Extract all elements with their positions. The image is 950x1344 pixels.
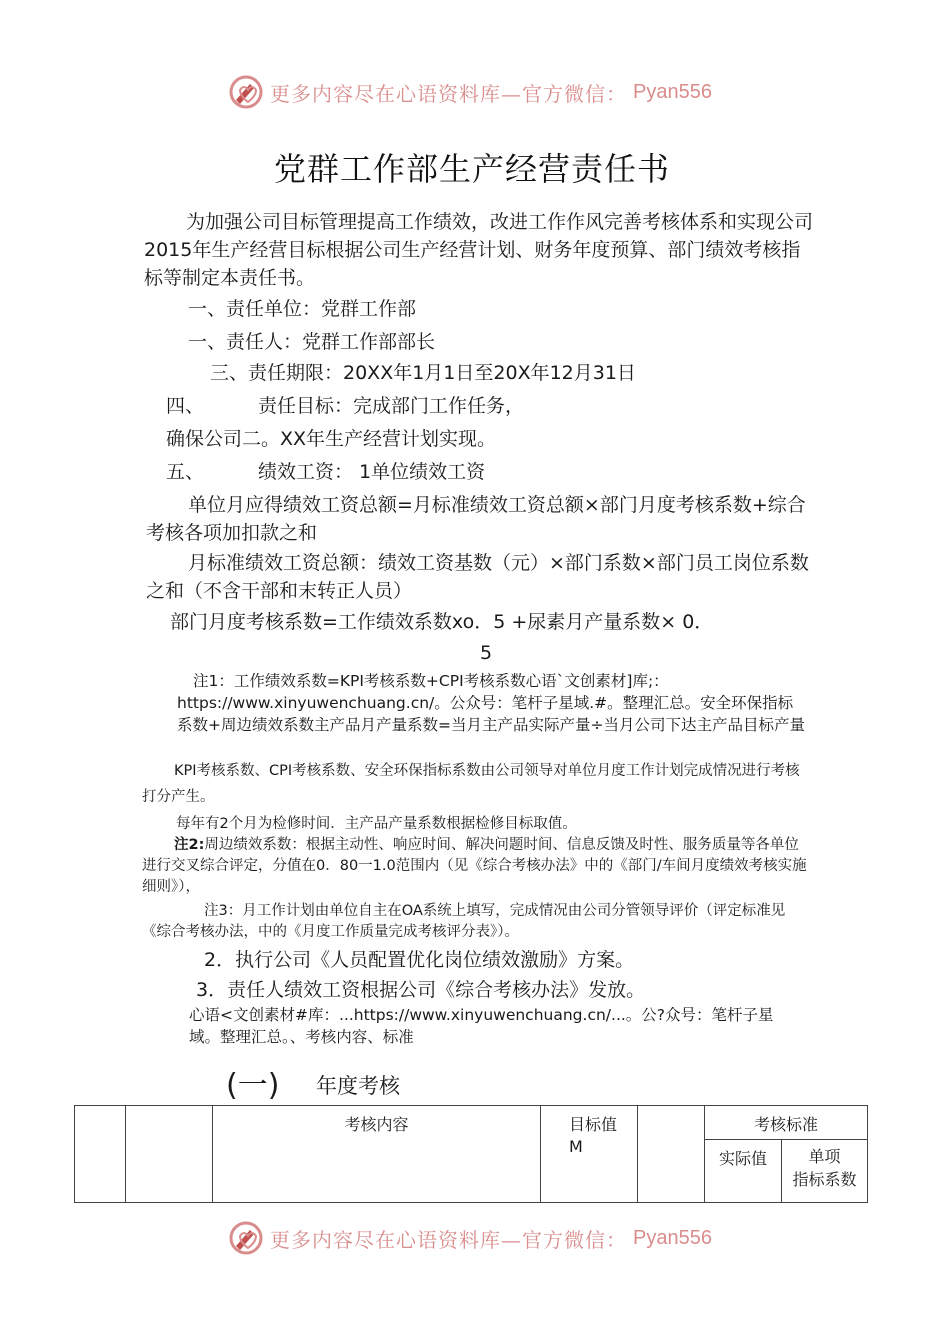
table-header-coef	[782, 1140, 868, 1203]
banner-wechat: Pyan556	[633, 80, 712, 103]
header-banner	[228, 74, 712, 110]
note-repair: 每年有2个月为检修时间．主产品产量系数根据检修目标取值。	[176, 816, 577, 832]
item5-number: 五、	[166, 461, 205, 483]
footer-banner-wechat: Pyan556	[633, 1226, 712, 1249]
heart-pen-logo-icon	[228, 74, 264, 110]
assessment-table	[74, 1105, 868, 1203]
table-header-standard-label: 考核标准	[753, 1115, 818, 1134]
item4-text: 责任目标：完成部门工作任务，	[258, 395, 525, 417]
table-header-content	[213, 1106, 541, 1203]
footer-banner-text: 更多内容尽在心语资料库—官方微信：	[270, 1227, 627, 1252]
item-responsible-person: 一、责任人：党群工作部部长	[188, 331, 436, 353]
item-responsible-period: 三、责任期限：20XX年1月1日至20X年12月31日	[210, 362, 636, 384]
note-kpi: KPI考核系数、CPI考核系数、安全环保指标系数由公司领导对单位月度工作计划完成情况进行考核打分产生。	[142, 763, 800, 805]
table-header-actual-label: 实际值	[718, 1149, 767, 1168]
table-header-target-label: 目标值	[569, 1115, 618, 1134]
table-header-content-label: 考核内容	[344, 1115, 409, 1134]
page-title: 党群工作部生产经营责任书	[274, 150, 671, 188]
point-2: 2．执行公司《人员配置优化岗位绩效激励》方案。	[204, 949, 635, 971]
item5-text: 绩效工资： 1单位绩效工资	[258, 461, 486, 483]
note-2-text: 周边绩效系数：根据主动性、响应时间、解决问题时间、信息反馈及时性、服务质量等各单位进行交叉综合评定，分值在0．80一1.0范围内（见《综合考核办法》中的《部门/车间月度绩效考核实施细则》），	[142, 837, 807, 895]
formula-dept-coefficient: 部门月度考核系数=工作绩效系数xo．5 +尿素月产量系数× 0．	[170, 611, 714, 633]
table-header-coef-line1: 单项	[808, 1147, 841, 1166]
table-header-target-unit: M	[569, 1137, 583, 1156]
footer-banner	[228, 1220, 712, 1256]
section-title: 年度考核	[316, 1074, 400, 1098]
table-header-target	[541, 1106, 638, 1203]
item4-continuation: 确保公司二。XX年生产经营计划实现。	[166, 428, 497, 450]
source-note: 心语<文创素材#库：...https://www.xinyuwenchuang.cn/...。公?众号：笔杆子星域。整理汇总。、考核内容、标准	[189, 1006, 774, 1046]
note-1: 注1：工作绩效系数=KPI考核系数+CPI考核系数心语`文创素材]库;：https://www.xinyuwenchuang.cn/。公众号：笔杆子星域.#。整理汇总。安全环保指标系数+周边绩效系数主产品月产量系数=当月主产品实际产量÷当月公司下达主产品目标产量	[177, 672, 805, 734]
formula-dept-coefficient-end: 5	[480, 642, 493, 664]
note-3: 注3：月工作计划由单位自主在OA系统上填写，完成情况由公司分管领导评价（评定标准见《综合考核办法，中的《月度工作质量完成考核评分表》）。	[142, 903, 786, 940]
banner-text: 更多内容尽在心语资料库—官方微信：	[270, 81, 627, 106]
item4-number: 四、	[166, 395, 205, 417]
point-3: 3．责任人绩效工资根据公司《综合考核办法》发放。	[196, 979, 646, 1001]
table-cell-empty-2	[126, 1106, 213, 1203]
note-2	[142, 835, 812, 898]
section-number: (一)	[226, 1068, 280, 1103]
table-cell-empty-3	[638, 1106, 705, 1203]
table-header-standard	[705, 1106, 868, 1140]
table-header-actual	[705, 1140, 782, 1203]
formula-standard-pay: 月标准绩效工资总额：绩效工资基数（元）×部门系数×部门员工岗位系数之和（不含干部和末转正人员）	[146, 552, 809, 602]
table-cell-empty-1	[75, 1106, 126, 1203]
table-header-coef-line2: 指标系数	[792, 1170, 857, 1189]
heart-pen-logo-icon	[228, 1220, 264, 1256]
formula-monthly-pay: 单位月应得绩效工资总额=月标准绩效工资总额×部门月度考核系数+综合考核各项加扣款之和	[146, 494, 806, 544]
item-responsible-unit: 一、责任单位：党群工作部	[188, 298, 417, 320]
note-2-label: 注2:	[174, 837, 205, 853]
intro-paragraph: 为加强公司目标管理提高工作绩效，改进工作作风完善考核体系和实现公司2015年生产经营目标根据公司生产经营计划、财务年度预算、部门绩效考核指标等制定本责任书。	[144, 211, 814, 289]
